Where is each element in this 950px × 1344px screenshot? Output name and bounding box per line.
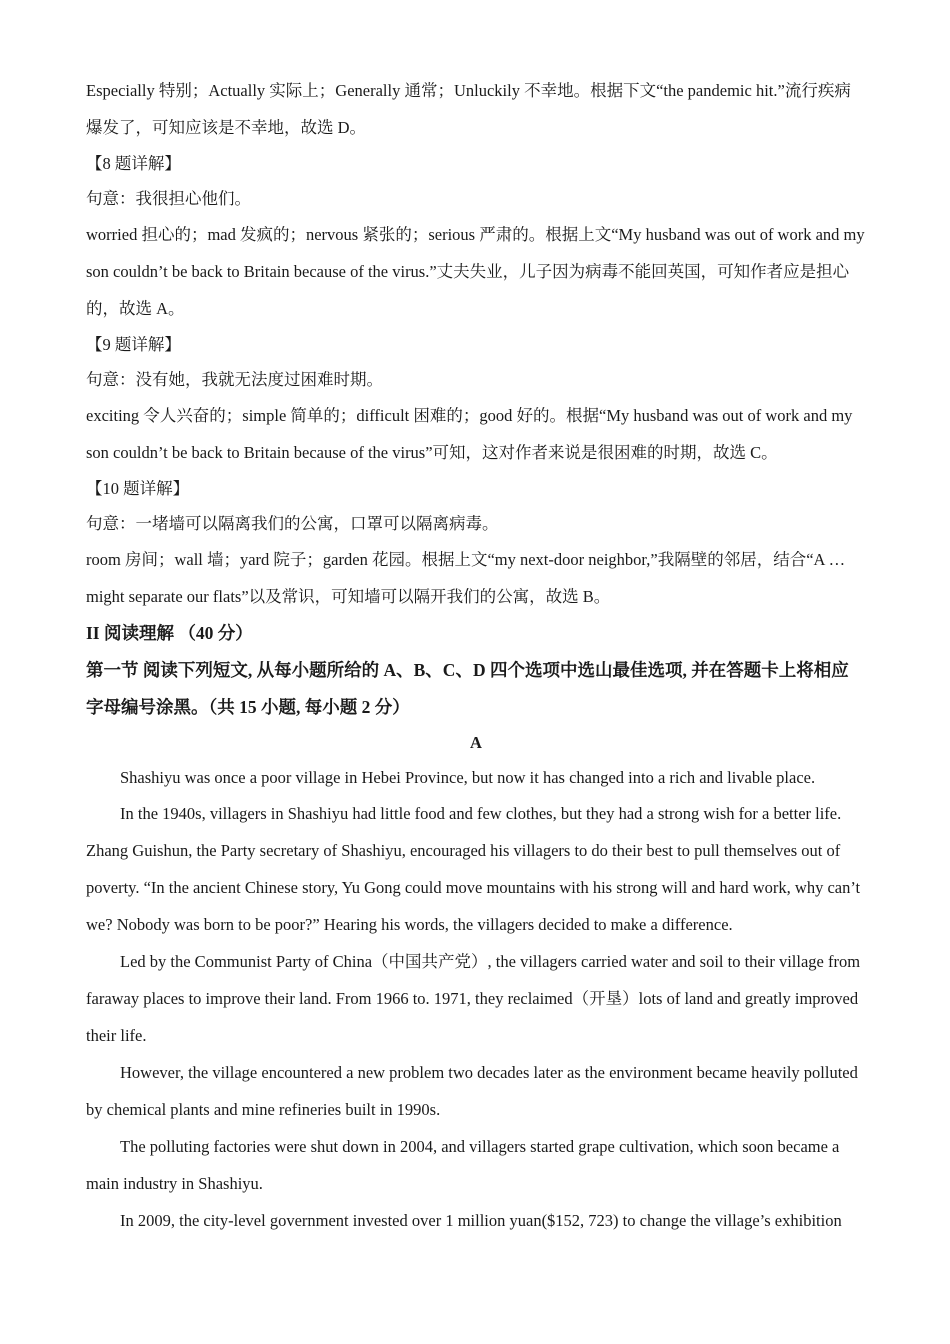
document-body xyxy=(86,72,866,1239)
passage-paragraph: Led by the Communist Party of China（中国共产党）, the villagers carried water and soil to their village from faraway places to improve their land. From 1966 to. 1971, they reclaimed（开垦）lots of land and greatly improved their life. xyxy=(86,952,861,1045)
passage-paragraph: In the 1940s, villagers in Shashiyu had little food and few clothes, but they had a strong wish for a better life. Zhang Guishun, the Party secretary of Shashiyu, encouraged his villagers to do their best to pull themselves out of poverty. “In the ancient Chinese story, Yu Gong could move mountains with his strong will and hard work, why can’t we? Nobody was born to be poor?” Hearing his words, the villagers decided to make a difference. xyxy=(86,804,861,934)
explanation-q8-options: worried 担心的；mad 发疯的；nervous 紧张的；serious 严肃的。根据上文“My husband was out of work and my son couldn’t be back to Britain because of the virus.”丈夫失业，儿子因为病毒不能回英国，可知作者应是担心的，故选 A。 xyxy=(86,225,865,318)
explanation-q10-options: room 房间；wall 墙；yard 院子；garden 花园。根据上文“my next-door neighbor,”我隔壁的邻居，结合“A … might separate our flats”以及常识，可知墙可以隔开我们的公寓，故选 B。 xyxy=(86,550,846,606)
section-title-reading: II 阅读理解 （40 分） xyxy=(86,623,253,643)
heading-q9-detail: 【9 题详解】 xyxy=(86,335,181,354)
section-instructions: 第一节 阅读下列短文, 从每小题所给的 A、B、C、D 四个选项中选山最佳选项, 并在答题卡上将相应字母编号涂黑。（共 15 小题, 每小题 2 分） xyxy=(86,660,849,717)
heading-q10-detail: 【10 题详解】 xyxy=(86,479,190,498)
passage-paragraph: The polluting factories were shut down in 2004, and villagers started grape cultivation, which soon became a main industry in Shashiyu. xyxy=(86,1137,840,1193)
passage-paragraph: Shashiyu was once a poor village in Hebei Province, but now it has changed into a rich and livable place. xyxy=(120,768,816,787)
passage-paragraph: However, the village encountered a new problem two decades later as the environment became heavily polluted by chemical plants and mine refineries built in 1990s. xyxy=(86,1063,858,1119)
sentence-meaning-q10: 句意：一堵墙可以隔离我们的公寓，口罩可以隔离病毒。 xyxy=(86,514,499,533)
explanation-q7-options: Especially 特别；Actually 实际上；Generally 通常；Unluckily 不幸地。根据下文“the pandemic hit.”流行疾病爆发了，可知应该是不幸地，故选 D。 xyxy=(86,81,851,137)
sentence-meaning-q8: 句意：我很担心他们。 xyxy=(86,189,251,208)
passage-paragraph: In 2009, the city-level government invested over 1 million yuan($152, 723) to change the village’s exhibition xyxy=(120,1211,842,1230)
explanation-q9-options: exciting 令人兴奋的；simple 简单的；difficult 困难的；good 好的。根据“My husband was out of work and my son couldn’t be back to Britain because of the virus”可知，这对作者来说是很困难的时期，故选 C。 xyxy=(86,406,853,462)
sentence-meaning-q9: 句意：没有她，我就无法度过困难时期。 xyxy=(86,370,383,389)
passage-label-a: A xyxy=(470,733,482,752)
heading-q8-detail: 【8 题详解】 xyxy=(86,154,181,173)
